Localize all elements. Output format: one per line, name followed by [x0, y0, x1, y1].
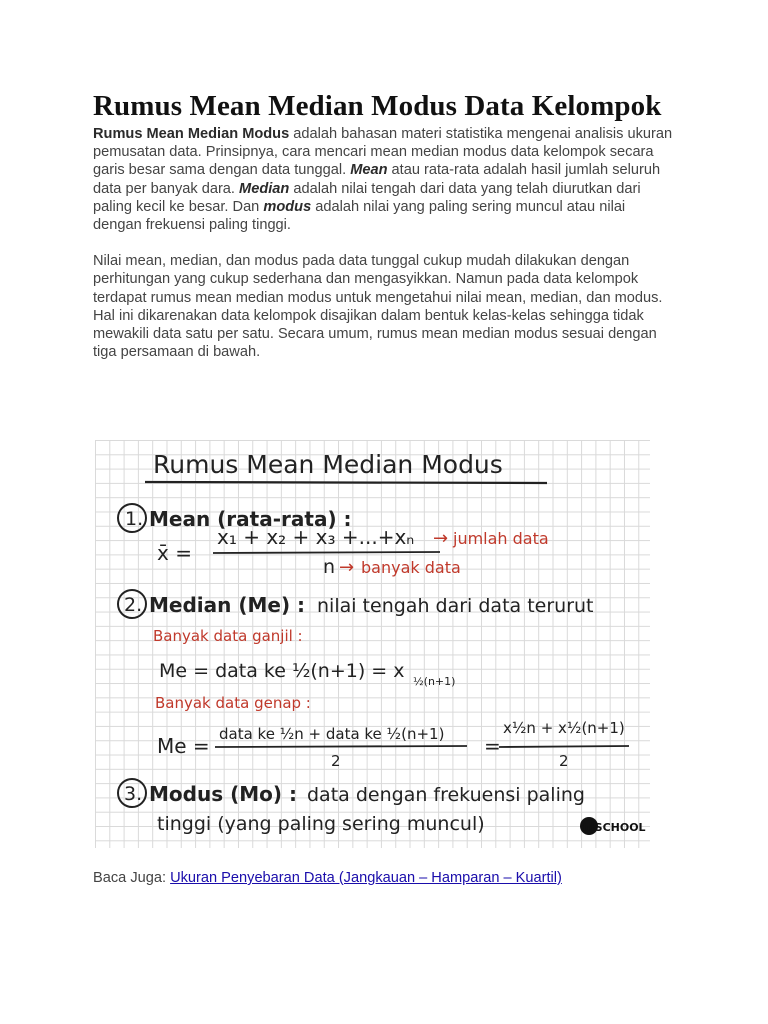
mean-label: Mean (rata-rata) :	[149, 507, 352, 531]
mean-numerator-note: jumlah data	[453, 529, 549, 548]
median-desc: nilai tengah dari data terurut	[317, 595, 594, 617]
odd-label: Banyak data ganjil :	[153, 627, 303, 645]
even-denominator: 2	[331, 752, 341, 770]
odd-formula: Me = data ke ½(n+1) = x	[159, 660, 405, 682]
intro-text-4: adalah nilai yang paling sering muncul atau nilai dengan frekuensi paling tinggi.	[93, 198, 626, 234]
baca-juga-prefix: Baca Juga:	[93, 870, 171, 886]
intro-text-1: adalah bahasan materi statistika mengenai analisis ukuran pemusatan data. Prinsipnya, cara mencari mean median modus data kelompok secara garis besar sama dengan data tunggal.	[93, 126, 673, 179]
intro-text-3: adalah nilai tengah dari data yang telah diurutkan dari paling kecil ke besar. Dan	[93, 180, 641, 215]
mean-denominator-note: banyak data	[361, 558, 461, 577]
formula-figure	[95, 440, 650, 848]
idschool-logo	[580, 817, 646, 835]
mean-numerator: x₁ + x₂ + x₃ +...+xₙ	[217, 525, 415, 549]
even-numerator-2: x½n + x½(n+1)	[503, 719, 625, 737]
mean-number: 1.	[125, 508, 144, 530]
figure-heading: Rumus Mean Median Modus	[153, 450, 503, 479]
related-article-link[interactable]: Ukuran Penyebaran Data (Jangkauan – Hamparan – Kuartil)	[170, 870, 562, 886]
modus-label: Modus (Mo) :	[149, 782, 297, 806]
article-title: Rumus Mean Median Modus Data Kelompok	[93, 90, 662, 122]
intro-paragraph	[93, 125, 675, 234]
logo-text: idSCHOOL	[583, 821, 646, 834]
odd-subscript: ½(n+1)	[413, 675, 456, 688]
modus-desc-2: tinggi (yang paling sering muncul)	[157, 813, 485, 835]
median-term: Median	[239, 180, 290, 197]
even-denominator-2: 2	[559, 752, 569, 770]
mean-lhs: x̄ =	[157, 541, 192, 565]
intro-text-2: atau rata-rata adalah hasil jumlah seluruh data per banyak dara.	[93, 162, 661, 197]
even-equals: =	[484, 734, 501, 758]
modus-desc-1: data dengan frekuensi paling	[307, 784, 585, 806]
modus-term: modus	[263, 198, 312, 215]
formula-drawing	[95, 440, 650, 848]
even-numerator: data ke ½n + data ke ½(n+1)	[219, 725, 445, 743]
even-label: Banyak data genap :	[155, 694, 311, 712]
modus-number: 3.	[124, 783, 143, 805]
lead-term: Rumus Mean Median Modus	[93, 126, 290, 142]
median-label: Median (Me) :	[149, 593, 306, 617]
second-paragraph: Nilai mean, median, dan modus pada data tunggal cukup mudah dilakukan dengan perhitungan yang cukup sederhana dan mengasyikkan. Namun pada data kelompok terdapat rumus mean median modus untuk mengetahui nilai mean, median, dan modus. Hal ini dikarenakan data kelompok disajikan dalam bentuk kelas-kelas sehingga tidak mewakili data satu per satu. Secara umum, rumus mean median modus sesuai dengan tiga persamaan di bawah.	[93, 253, 663, 361]
mean-denominator: n	[323, 556, 336, 578]
mean-arrow-2: →	[339, 557, 355, 578]
median-number: 2.	[124, 594, 143, 616]
even-lhs: Me =	[157, 734, 210, 758]
article	[93, 90, 675, 361]
mean-arrow-1: →	[433, 528, 449, 549]
mean-term: Mean	[350, 162, 388, 179]
baca-juga	[93, 869, 562, 887]
